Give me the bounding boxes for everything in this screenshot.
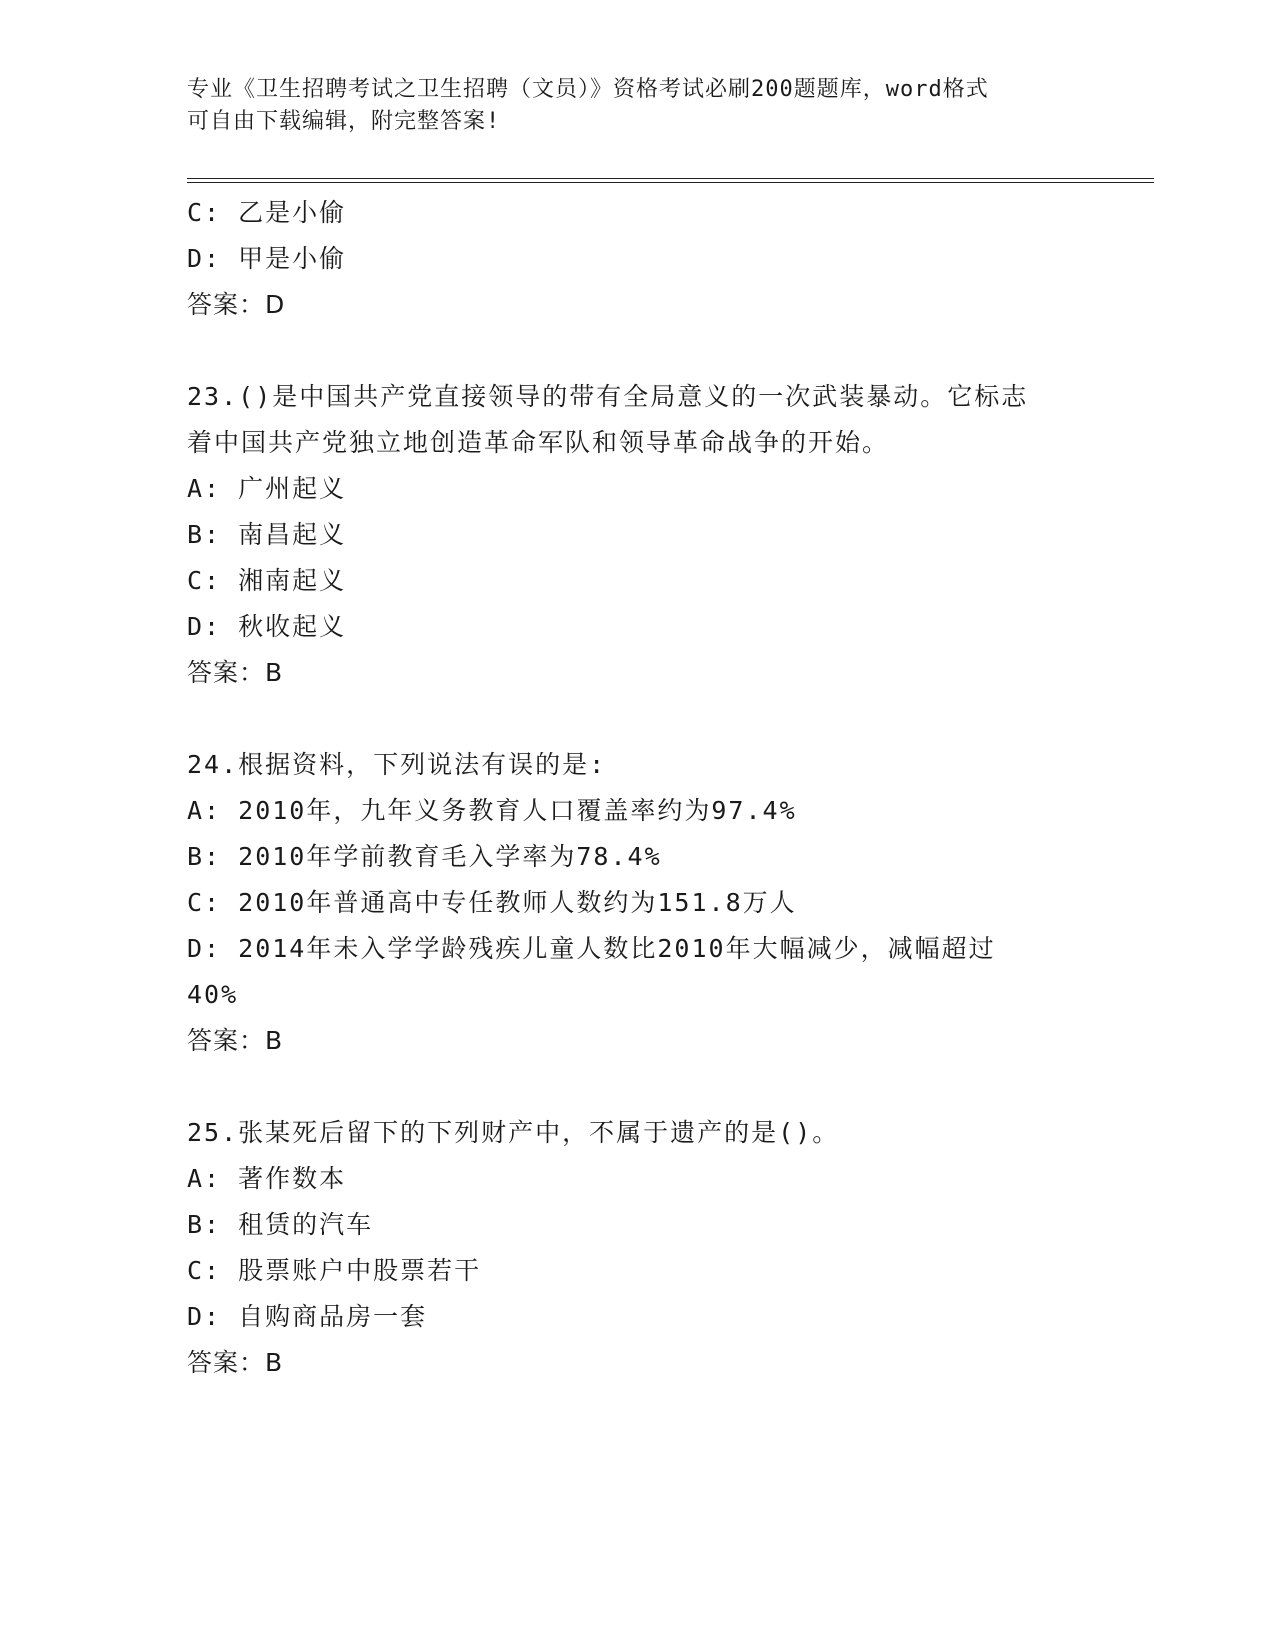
option-c: C: 2010年普通高中专任教师人数约为151.8万人 [187, 888, 797, 917]
question-25 [187, 1110, 1087, 1386]
option-b: B: 南昌起义 [187, 520, 347, 549]
option-c: C: 股票账户中股票若干 [187, 1256, 482, 1285]
option-c: C: 湘南起义 [187, 566, 347, 595]
question-text-line-1: 24.根据资料，下列说法有误的是: [187, 750, 607, 779]
question-text-line-2: 着中国共产党独立地创造革命军队和领导革命战争的开始。 [187, 428, 890, 457]
answer-line: 答案：D [187, 290, 286, 319]
option-d: D: 甲是小偷 [187, 244, 347, 273]
answer-line: 答案：B [187, 1348, 284, 1377]
option-a: A: 著作数本 [187, 1164, 347, 1193]
spacer [187, 328, 1087, 374]
header-title-line-1: 专业《卫生招聘考试之卫生招聘（文员）》资格考试必刷200题题库，word格式 [187, 77, 989, 102]
option-a: A: 2010年，九年义务教育人口覆盖率约为97.4% [187, 796, 797, 825]
option-d-line-2: 40% [187, 980, 239, 1009]
spacer [187, 1064, 1087, 1110]
question-23 [187, 374, 1087, 696]
document-header [187, 74, 1087, 138]
option-a: A: 广州起义 [187, 474, 347, 503]
option-b: B: 2010年学前教育毛入学率为78.4% [187, 842, 662, 871]
answer-line: 答案：B [187, 1026, 284, 1055]
question-text-line-1: 25.张某死后留下的下列财产中，不属于遗产的是()。 [187, 1118, 840, 1147]
option-d-line-1: D: 2014年未入学学龄残疾儿童人数比2010年大幅减少，减幅超过 [187, 934, 996, 963]
option-d: D: 自购商品房一套 [187, 1302, 428, 1331]
option-c: C: 乙是小偷 [187, 198, 347, 227]
header-title-line-2: 可自由下载编辑，附完整答案! [187, 109, 501, 134]
question-text-line-1: 23.()是中国共产党直接领导的带有全局意义的一次武装暴动。它标志 [187, 382, 1029, 411]
header-divider [187, 178, 1154, 183]
question-list [187, 190, 1087, 1386]
question-22-tail [187, 190, 1087, 328]
option-d: D: 秋收起义 [187, 612, 347, 641]
option-b: B: 租赁的汽车 [187, 1210, 374, 1239]
question-24 [187, 742, 1087, 1064]
spacer [187, 696, 1087, 742]
answer-line: 答案：B [187, 658, 284, 687]
